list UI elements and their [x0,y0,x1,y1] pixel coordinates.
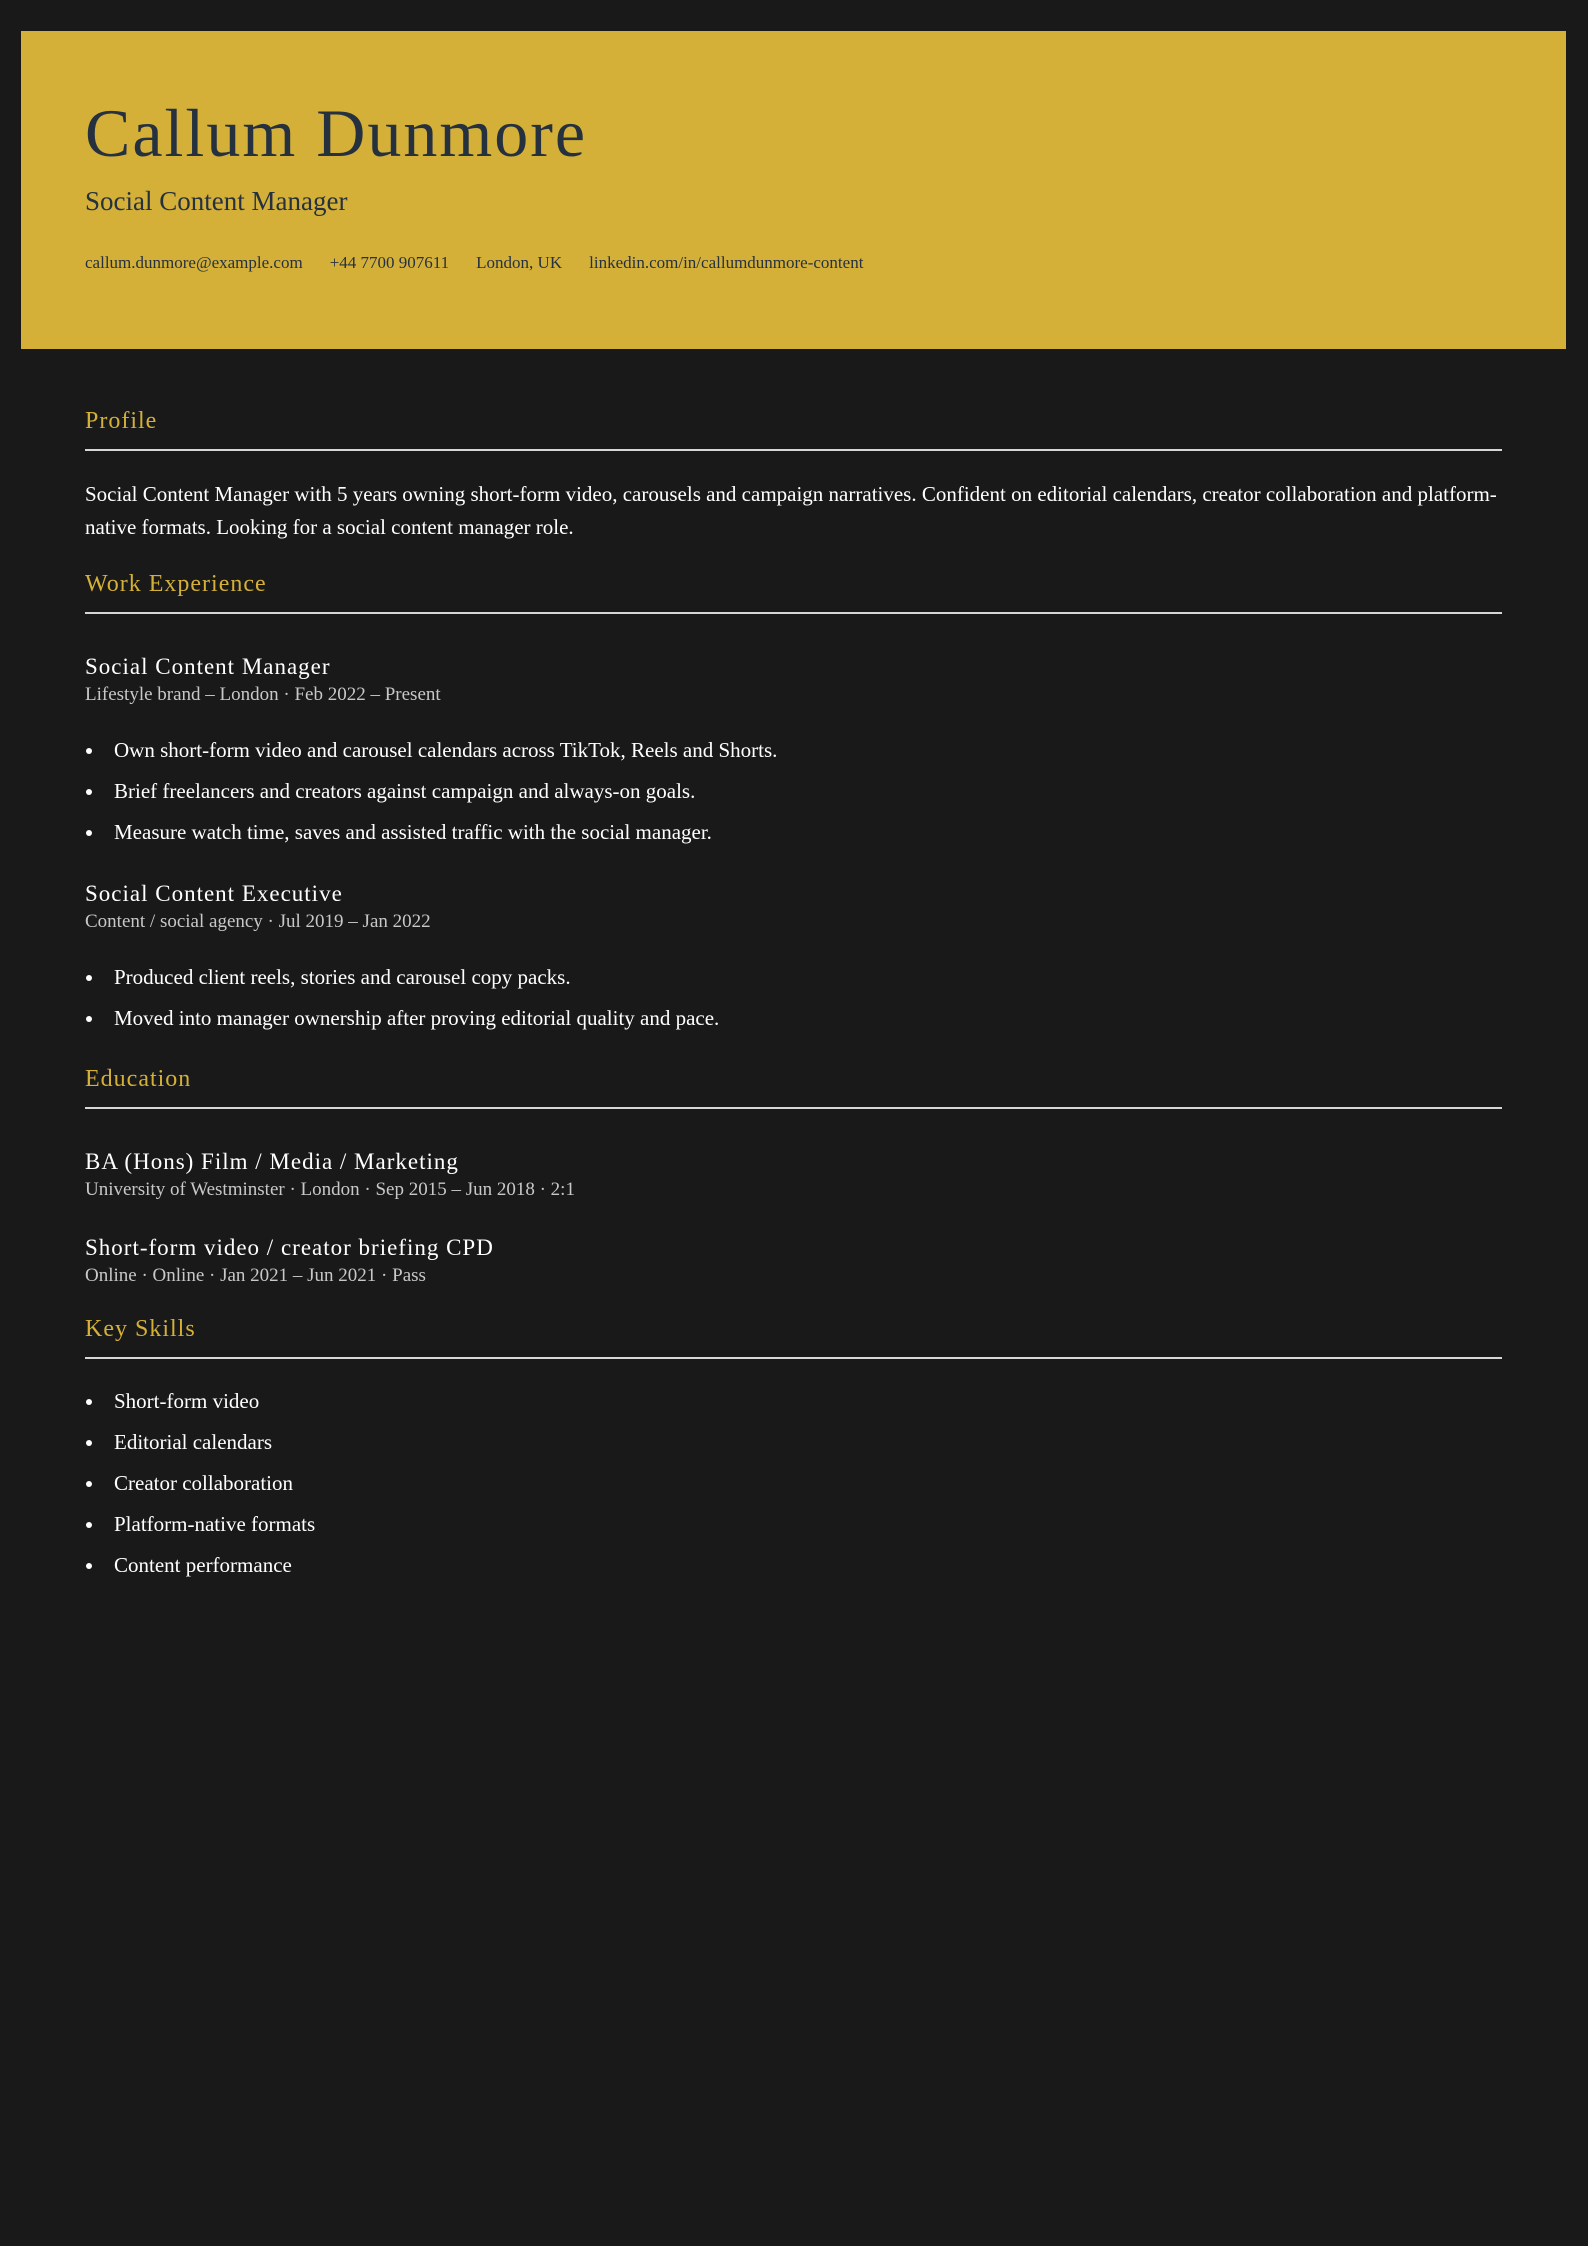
skills-section [85,1313,1502,1586]
list-item: Produced client reels, stories and carousel copy packs. [85,957,1502,998]
contact-details [85,253,890,273]
experience-section [85,568,1502,1039]
resume-body [85,405,1502,1586]
job-bullets [85,730,1502,853]
job-entry [85,879,1502,1039]
section-heading: Key Skills [85,1316,196,1342]
candidate-name: Callum Dunmore [85,95,588,171]
section-heading: Profile [85,408,158,434]
list-item: Measure watch time, saves and assisted traffic with the social manager. [85,812,1502,853]
profile-section [85,405,1502,544]
education-title: Short-form video / creator briefing CPD [85,1235,494,1260]
list-item: Creator collaboration [85,1463,1502,1504]
education-title: BA (Hons) Film / Media / Marketing [85,1149,459,1174]
education-section [85,1063,1502,1289]
list-item: Short-form video [85,1381,1502,1422]
job-bullets [85,957,1502,1039]
list-item: Own short-form video and carousel calendars across TikTok, Reels and Shorts. [85,730,1502,771]
contact-linkedin: linkedin.com/in/callumdunmore-content [589,253,864,272]
contact-phone: +44 7700 907611 [329,253,450,272]
contact-email: callum.dunmore@example.com [85,253,303,272]
section-divider [85,1357,1502,1359]
education-meta: University of Westminster · London · Sep 2015 – Jun 2018 · 2:1 [85,1179,575,1200]
job-title: Social Content Executive [85,881,343,906]
list-item: Content performance [85,1545,1502,1586]
education-meta: Online · Online · Jan 2021 – Jun 2021 · Pass [85,1265,426,1286]
job-title: Social Content Manager [85,654,331,679]
job-meta: Content / social agency · Jul 2019 – Jan 2022 [85,911,431,932]
list-item: Moved into manager ownership after proving editorial quality and pace. [85,998,1502,1039]
education-entry [85,1233,1502,1289]
section-divider [85,1107,1502,1109]
section-heading: Work Experience [85,571,267,597]
skills-list [85,1381,1502,1586]
education-entry [85,1147,1502,1203]
resume-header [21,31,1566,349]
contact-location: London, UK [476,253,563,272]
profile-text: Social Content Manager with 5 years owning short-form video, carousels and campaign narratives. Confident on editorial calendars, creator collaboration and platform-native formats. Looking for a social content manager role. [85,482,1497,539]
list-item: Brief freelancers and creators against campaign and always-on goals. [85,771,1502,812]
section-divider [85,612,1502,614]
job-meta: Lifestyle brand – London · Feb 2022 – Present [85,684,441,705]
section-heading: Education [85,1066,192,1092]
list-item: Platform-native formats [85,1504,1502,1545]
list-item: Editorial calendars [85,1422,1502,1463]
section-divider [85,449,1502,451]
job-entry [85,652,1502,853]
candidate-title: Social Content Manager [85,186,348,216]
